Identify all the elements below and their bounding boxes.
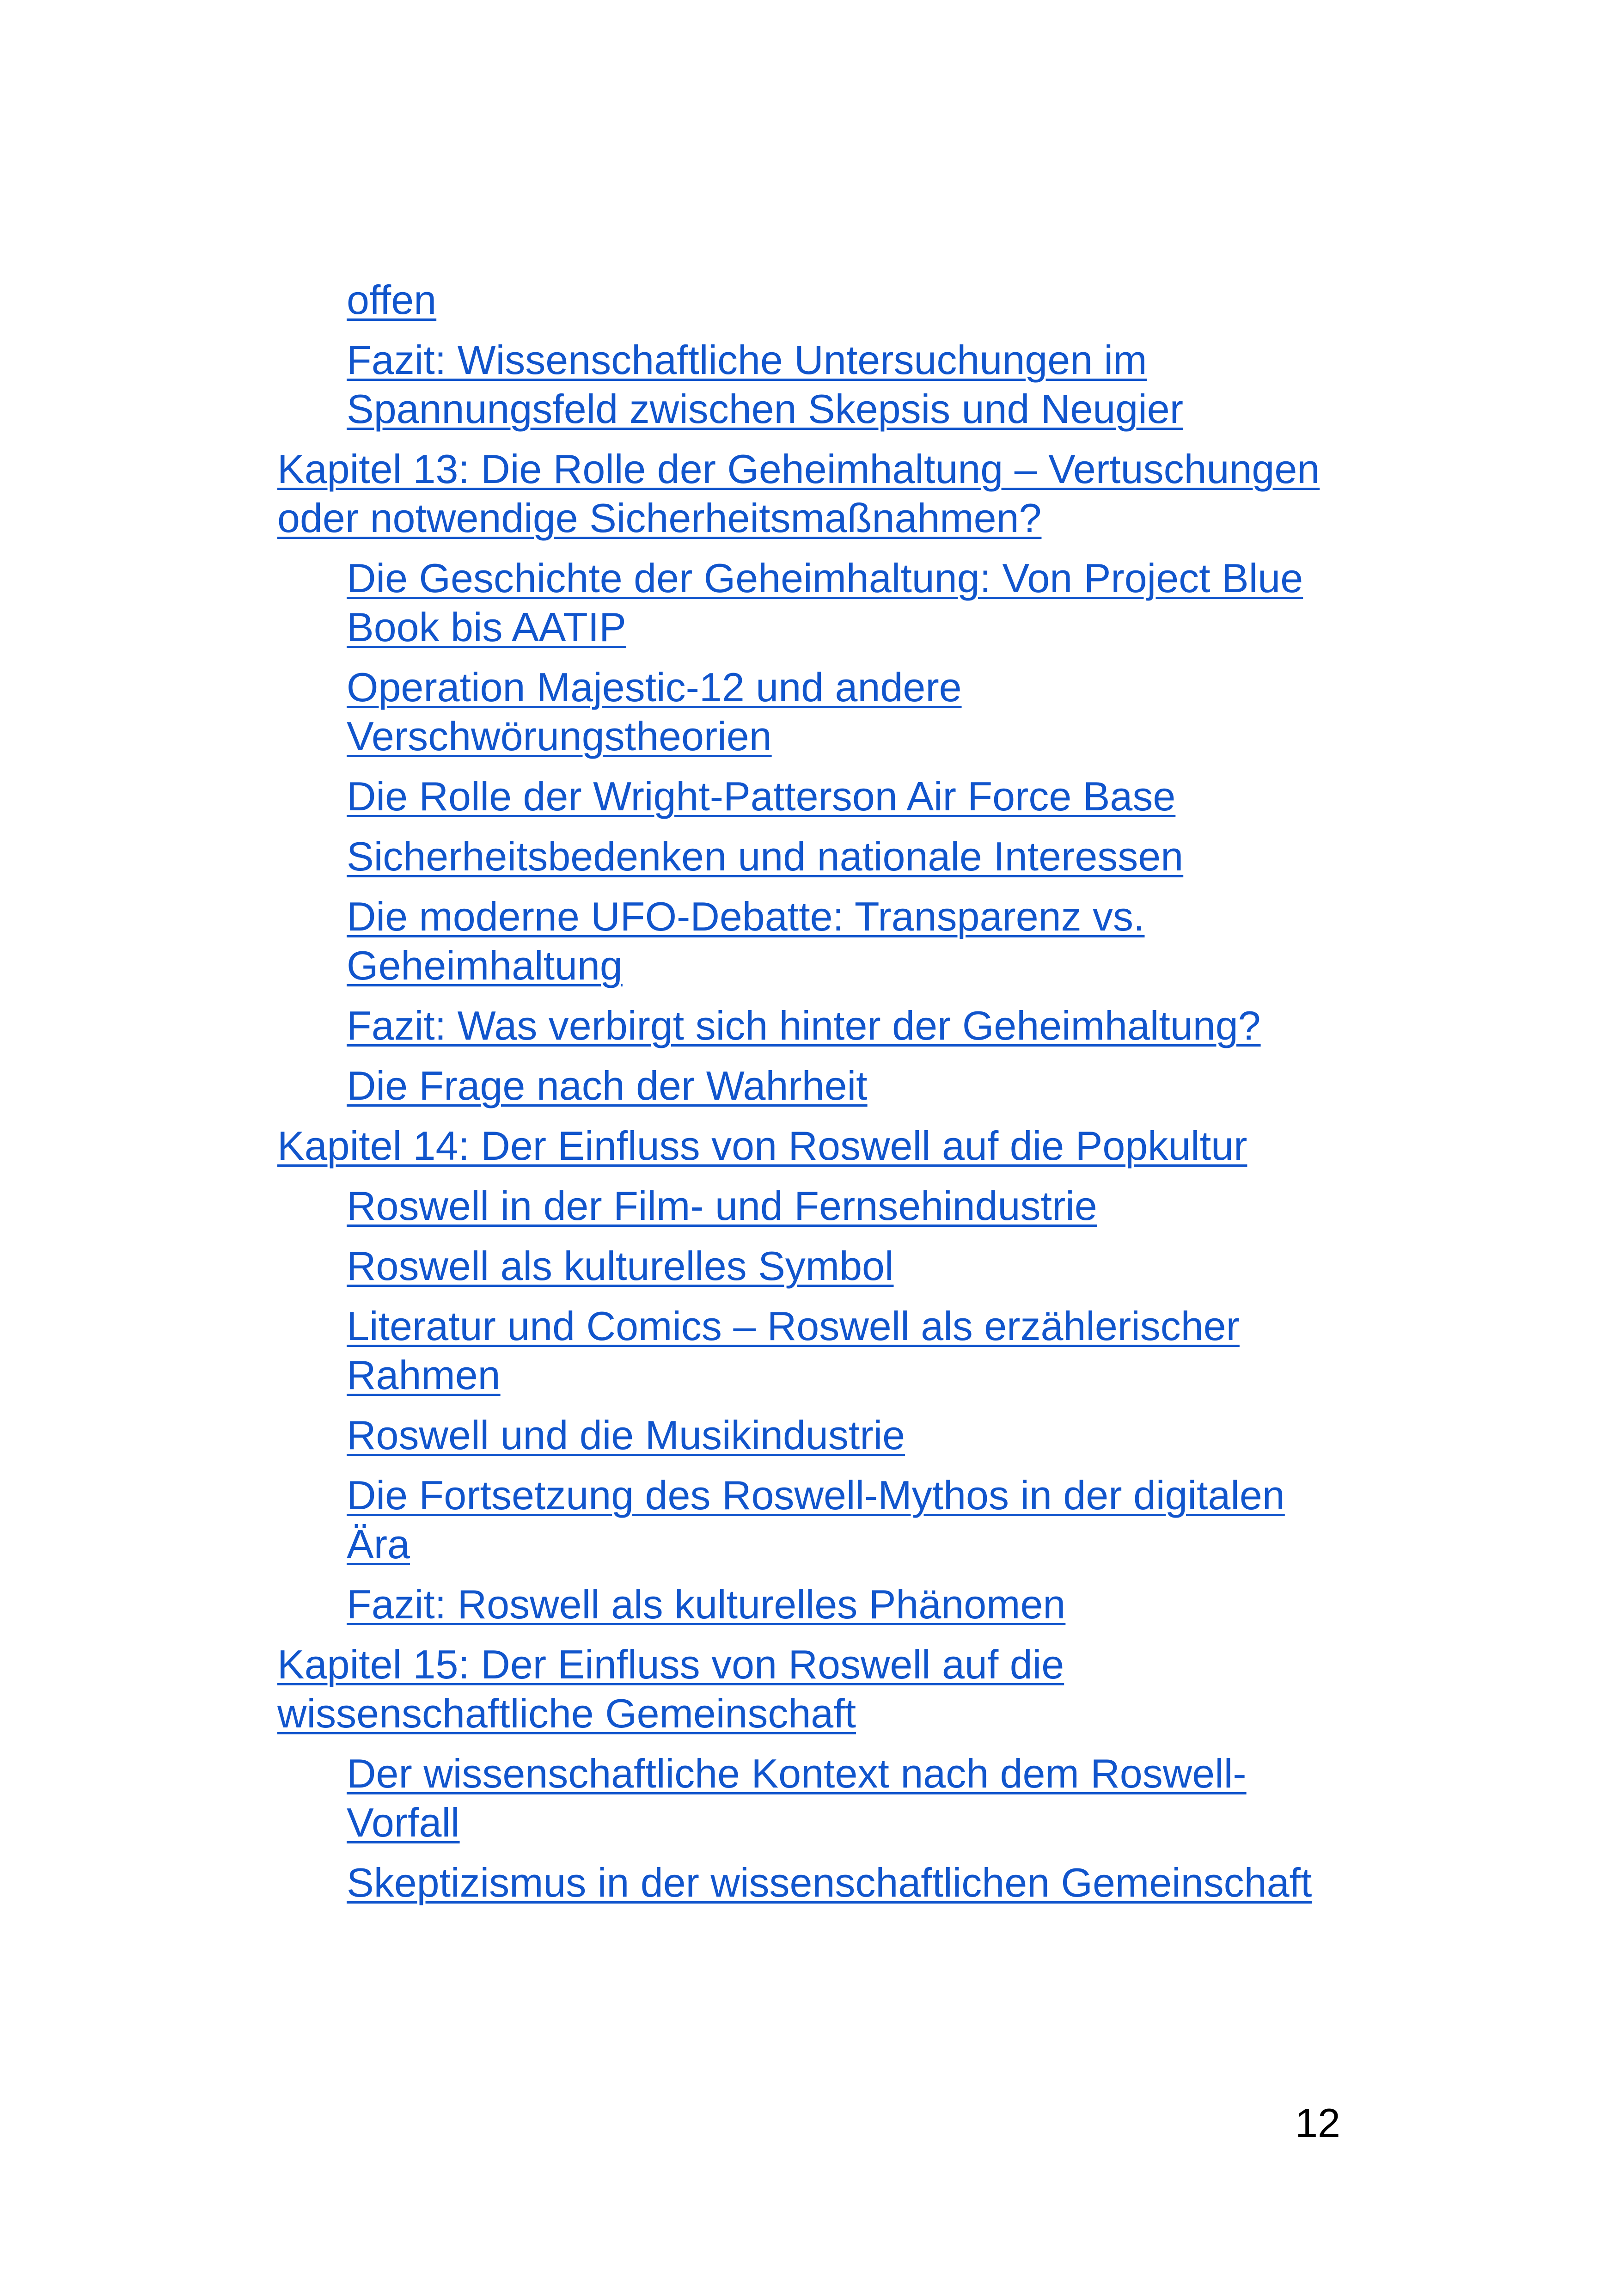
toc-link[interactable]: Die moderne UFO-Debatte: Transparenz vs. Geheimhaltung: [347, 894, 1145, 988]
toc-entry: [277, 1182, 1350, 1231]
toc-link[interactable]: offen: [347, 277, 437, 323]
toc-link[interactable]: Fazit: Wissenschaftliche Untersuchungen im Spannungsfeld zwischen Skepsis und Neugier: [347, 337, 1184, 432]
toc-entry: [277, 772, 1350, 821]
toc-entry: [277, 1061, 1350, 1110]
toc-link[interactable]: Die Frage nach der Wahrheit: [347, 1063, 868, 1108]
toc-entry: [277, 892, 1350, 990]
toc-entry: [277, 1411, 1350, 1460]
toc-link[interactable]: Skeptizismus in der wissenschaftlichen Gemeinschaft: [347, 1860, 1312, 1905]
toc-chapter-link[interactable]: Kapitel 14: Der Einfluss von Roswell auf die Popkultur: [277, 1123, 1247, 1169]
toc-entry: [277, 1580, 1350, 1629]
toc-chapter-entry: [277, 445, 1350, 543]
toc-entry: [277, 832, 1350, 881]
toc-link[interactable]: Fazit: Roswell als kulturelles Phänomen: [347, 1581, 1066, 1627]
toc-link[interactable]: Die Fortsetzung des Roswell-Mythos in der digitalen Ära: [347, 1472, 1285, 1567]
toc-entry: [277, 1302, 1350, 1400]
toc-entry: [277, 663, 1350, 761]
toc-link[interactable]: Roswell und die Musikindustrie: [347, 1412, 905, 1458]
toc-link[interactable]: Der wissenschaftliche Kontext nach dem Roswell-Vorfall: [347, 1751, 1247, 1845]
toc-entry: [277, 1749, 1350, 1847]
toc-link[interactable]: Die Rolle der Wright-Patterson Air Force Base: [347, 773, 1176, 819]
toc-link[interactable]: Roswell in der Film- und Fernsehindustrie: [347, 1183, 1097, 1229]
toc-entry: [277, 276, 1350, 325]
toc-chapter-link[interactable]: Kapitel 15: Der Einfluss von Roswell auf die wissenschaftliche Gemeinschaft: [277, 1641, 1064, 1736]
toc-link[interactable]: Roswell als kulturelles Symbol: [347, 1243, 894, 1289]
toc-chapter-entry: [277, 1640, 1350, 1738]
toc-entry: [277, 336, 1350, 434]
toc-chapter-link[interactable]: Kapitel 13: Die Rolle der Geheimhaltung – Vertuschungen oder notwendige Sicherheitsmaßnahmen?: [277, 446, 1320, 541]
toc-link[interactable]: Operation Majestic-12 und andere Verschwörungstheorien: [347, 664, 962, 759]
toc-link[interactable]: Die Geschichte der Geheimhaltung: Von Project Blue Book bis AATIP: [347, 555, 1303, 650]
toc-link[interactable]: Literatur und Comics – Roswell als erzählerischer Rahmen: [347, 1303, 1240, 1398]
toc-entry: [277, 554, 1350, 652]
page-number: 12: [1295, 2100, 1340, 2146]
toc-link[interactable]: Sicherheitsbedenken und nationale Interessen: [347, 833, 1184, 879]
toc-entry: [277, 1001, 1350, 1050]
toc-chapter-entry: [277, 1121, 1350, 1170]
table-of-contents: [277, 276, 1350, 1918]
toc-entry: [277, 1242, 1350, 1291]
toc-link[interactable]: Fazit: Was verbirgt sich hinter der Geheimhaltung?: [347, 1003, 1261, 1048]
toc-entry: [277, 1858, 1350, 1907]
toc-entry: [277, 1471, 1350, 1569]
